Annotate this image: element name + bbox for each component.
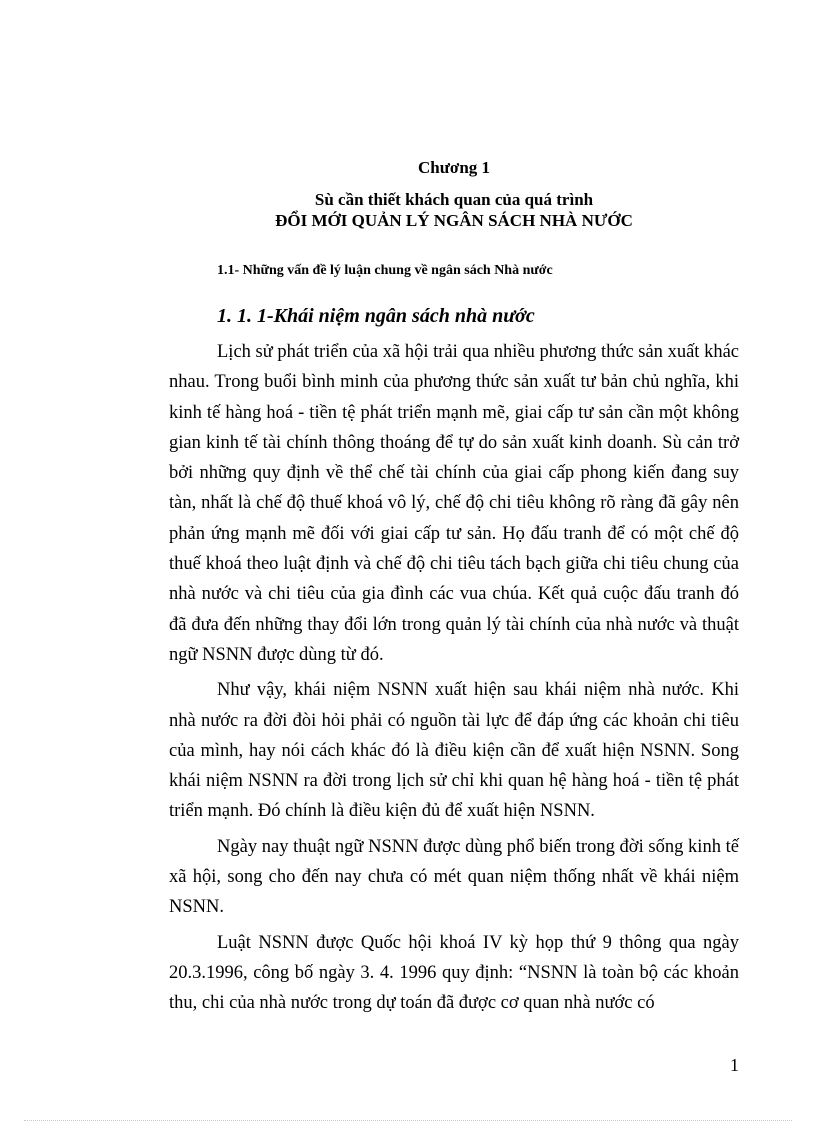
paragraph: Lịch sử phát triển của xã hội trải qua nhiều phương thức sản xuất khác nhau. Trong buổi bình minh của phương thức sản xuất tư bản chủ nghĩa, khi kinh tế hàng hoá - tiền tệ phát triển mạnh mẽ, giai cấp tư sản cần một không gian kinh tế tài chính thông thoáng để tự do sản xuất kinh doanh. Sù cản trở bởi những quy định về thể chế tài chính của giai cấp phong kiến đang suy tàn, nhất là chế độ thuế khoá vô lý, chế độ chi tiêu không rõ ràng đã gây nên phản ứng mạnh mẽ đối với giai cấp tư sản. Họ đấu tranh để có một chế độ thuế khoá theo luật định và chế độ chi tiêu tách bạch giữa chi tiêu chung của nhà nước và chi tiêu của gia đình các vua chúa. Kết quả cuộc đấu tranh đó đã đưa đến những thay đổi lớn trong quản lý tài chính của nhà nước và thuật ngữ NSNN được dùng từ đó. [169, 342, 739, 665]
chapter-title: Chương 1 [417, 158, 491, 177]
section-heading: 1.1- Những vấn đề lý luận chung về ngân sách Nhà nước [217, 263, 553, 278]
subsection-heading: 1. 1. 1-Khái niệm ngân sách nhà nước [217, 305, 535, 327]
paragraph: Như vậy, khái niệm NSNN xuất hiện sau khái niệm nhà nước. Khi nhà nước ra đời đòi hỏi phải có nguồn tài lực để đáp ứng các khoản chi tiêu của mình, hay nói cách khác đó là điều kiện cần để xuất hiện NSNN. Song khái niệm NSNN ra đời trong lịch sử chỉ khi quan hệ hàng hoá - tiền tệ phát triển mạnh. Đó chính là điều kiện đủ để xuất hiện NSNN. [169, 680, 739, 822]
page-number: 1 [730, 1055, 739, 1075]
chapter-subtitle-line-1: Sù cần thiết khách quan của quá trình [314, 190, 594, 209]
paragraph: Ngày nay thuật ngữ NSNN được dùng phổ biến trong đời sống kinh tế xã hội, song cho đến nay chưa có mét quan niệm thống nhất về khái niệm NSNN. [169, 836, 739, 918]
page-bottom-divider [24, 1120, 792, 1121]
chapter-subtitle-line-2: ĐỔI MỚI QUẢN LÝ NGÂN SÁCH NHÀ NƯỚC [275, 211, 633, 230]
paragraph: Luật NSNN được Quốc hội khoá IV kỳ họp thứ 9 thông qua ngày 20.3.1996, công bố ngày 3. 4. 1996 quy định: “NSNN là toàn bộ các khoản thu, chi của nhà nước trong dự toán đã được cơ quan nhà nước có [169, 932, 739, 1014]
body-text [169, 337, 739, 1024]
